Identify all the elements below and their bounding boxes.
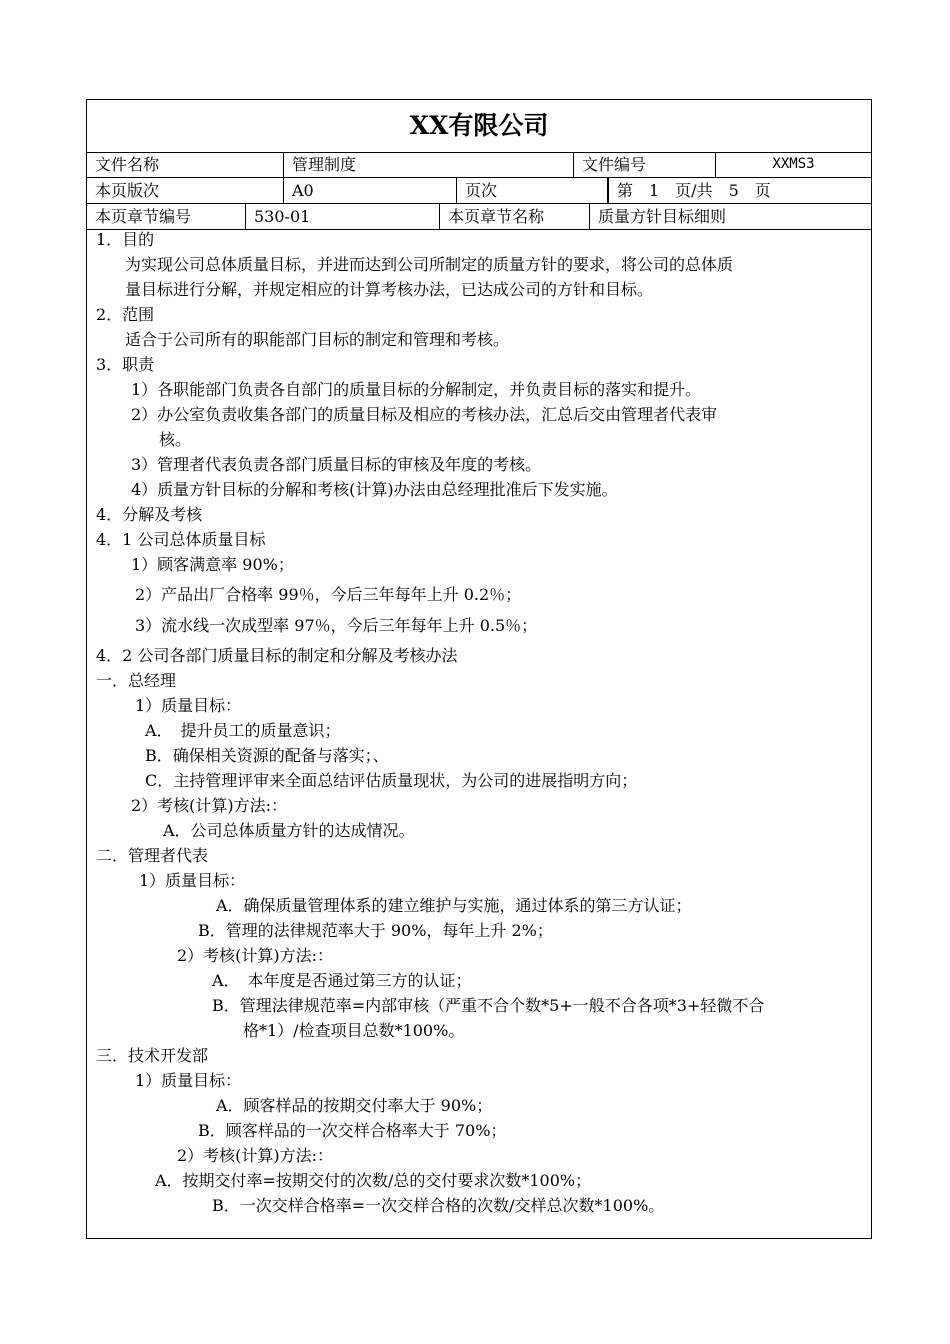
- header-row-2: [87, 178, 871, 204]
- doc-no-label: 文件编号: [574, 152, 716, 177]
- list-item: 2）考核(计算)方法:：: [177, 1146, 334, 1165]
- list-item: 4）质量方针目标的分解和考核(计算)办法由总经理批准后下发实施。: [131, 480, 618, 499]
- list-item: 1）质量目标：: [139, 871, 246, 890]
- body-line: 量目标进行分解，并规定相应的计算考核办法，已达成公司的方针和目标。: [125, 280, 654, 299]
- page-value: 第 1 页/共 5 页: [608, 178, 871, 203]
- doc-no-value: XXMS3: [772, 156, 815, 172]
- list-item: 1）顾客满意率 90%；: [131, 555, 294, 574]
- list-item: 2）办公室负责收集各部门的质量目标及相应的考核办法，汇总后交由管理者代表审: [131, 405, 718, 424]
- list-item: A．公司总体质量方针的达成情况。: [163, 821, 415, 840]
- list-item: 1）各职能部门负责各自部门的质量目标的分解制定，并负责目标的落实和提升。: [131, 380, 702, 399]
- list-item: 2）产品出厂合格率 99％，今后三年每年上升 0.2％；: [135, 585, 522, 604]
- list-item: A．按期交付率=按期交付的次数/总的交付要求次数*100%；: [155, 1171, 592, 1190]
- list-item: B．确保相关资源的配备与落实；、: [145, 746, 389, 765]
- section-heading: 2．范围: [96, 305, 155, 324]
- body-line: 适合于公司所有的职能部门目标的制定和管理和考核。: [125, 330, 510, 349]
- doc-name-value: 管理制度: [284, 152, 574, 177]
- version-label: 本页版次: [87, 178, 284, 203]
- header-row-3: [87, 204, 871, 230]
- section-heading: 1．目的: [96, 230, 155, 249]
- department-heading: 一．总经理: [96, 671, 177, 690]
- department-heading: 二．管理者代表: [96, 846, 209, 865]
- list-item: B．顾客样品的一次交样合格率大于 70%；: [198, 1121, 507, 1140]
- list-item: B．管理法律规范率=内部审核（严重不合个数*5+一般不合各项*3+轻微不合: [212, 996, 765, 1015]
- list-item: B．管理的法律规范率大于 90%，每年上升 2%；: [198, 921, 553, 940]
- section-heading: 3．职责: [96, 355, 155, 374]
- list-item: 2）考核(计算)方法:：: [177, 946, 334, 965]
- list-item: B．一次交样合格率=一次交样合格的次数/交样总次数*100%。: [212, 1196, 665, 1215]
- list-item: A． 提升员工的质量意识；: [145, 721, 341, 740]
- company-title: XX有限公司: [87, 100, 871, 153]
- list-item: 2）考核(计算)方法:：: [131, 796, 288, 815]
- chapter-name-label: 本页章节名称: [440, 204, 590, 229]
- doc-name-label: 文件名称: [87, 152, 284, 177]
- list-item: 3）流水线一次成型率 97％，今后三年每年上升 0.5％；: [135, 616, 538, 635]
- section-heading: 4．分解及考核: [96, 505, 203, 524]
- list-item: A．顾客样品的按期交付率大于 90%；: [216, 1096, 493, 1115]
- subsection-heading: 4．1 公司总体质量目标: [96, 530, 266, 549]
- header-row-1: [87, 152, 871, 178]
- document-frame: [86, 99, 872, 1239]
- body-line: 为实现公司总体质量目标，并进而达到公司所制定的质量方针的要求，将公司的总体质: [125, 255, 734, 274]
- version-value: A0: [284, 178, 457, 203]
- department-heading: 三．技术开发部: [96, 1046, 209, 1065]
- list-item: C．主持管理评审来全面总结评估质量现状，为公司的进展指明方向；: [145, 771, 638, 790]
- chapter-no-label: 本页章节编号: [87, 204, 246, 229]
- list-item: 1）质量目标：: [135, 696, 242, 715]
- chapter-name-value: 质量方针目标细则: [598, 207, 727, 226]
- page-label: 页次: [457, 178, 608, 203]
- subsection-heading: 4．2 公司各部门质量目标的制定和分解及考核办法: [96, 646, 458, 665]
- chapter-no-value: 530-01: [246, 204, 440, 229]
- list-item: 1）质量目标：: [135, 1071, 242, 1090]
- list-item-continuation: 格*1）/检查项目总数*100%。: [243, 1021, 465, 1040]
- list-item: 3）管理者代表负责各部门质量目标的审核及年度的考核。: [131, 455, 542, 474]
- list-item: A．确保质量管理体系的建立维护与实施，通过体系的第三方认证；: [216, 896, 692, 915]
- list-item-continuation: 核。: [159, 430, 192, 449]
- list-item: A． 本年度是否通过第三方的认证；: [212, 971, 472, 990]
